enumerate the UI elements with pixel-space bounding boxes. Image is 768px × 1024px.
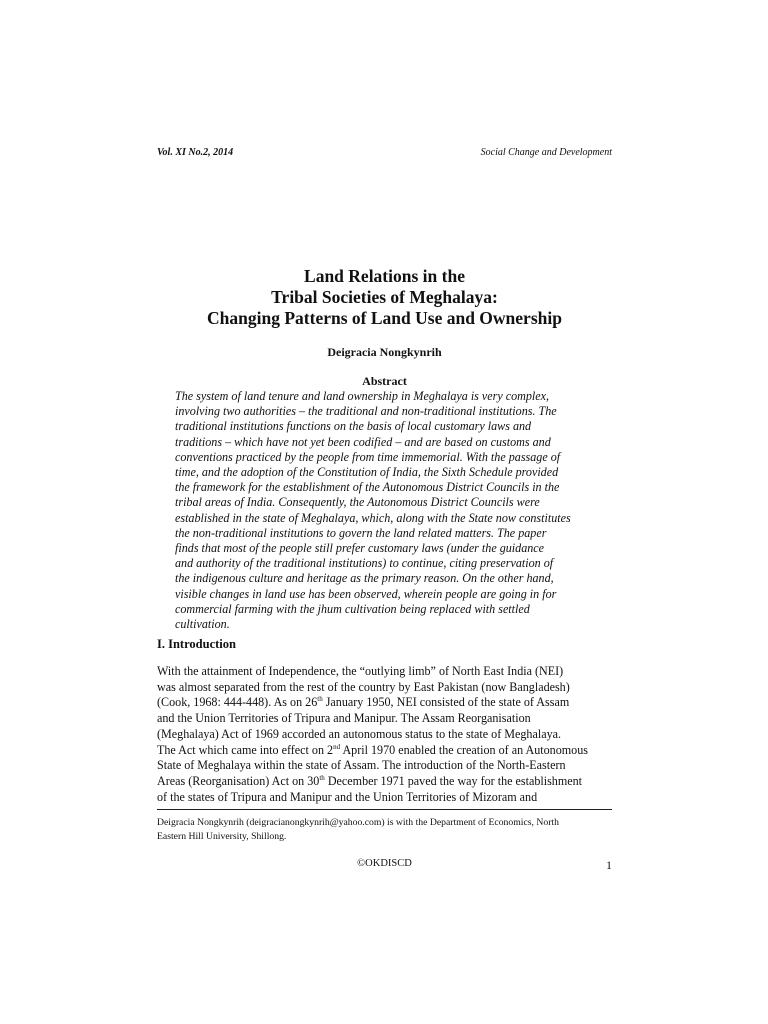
body-line: The Act which came into effect on 2nd April 1970 enabled the creation of an Autonomous xyxy=(157,742,588,757)
paper-title xyxy=(157,266,612,329)
body-line: (Meghalaya) Act of 1969 accorded an autonomous status to the state of Meghalaya. xyxy=(157,726,562,741)
title-line: Land Relations in the xyxy=(304,266,465,286)
abstract-line: involving two authorities – the traditional and non-traditional institutions. The xyxy=(175,404,557,419)
ordinal-suffix: nd xyxy=(333,742,341,751)
body-line: (Cook, 1968: 444-448). As on 26th January 1950, NEI consisted of the state of Assam xyxy=(157,695,570,710)
body-text xyxy=(157,664,612,805)
body-line: was almost separated from the rest of the country by East Pakistan (now Bangladesh) xyxy=(157,679,570,694)
body-line: With the attainment of Independence, the “outlying limb” of North East India (NEI) xyxy=(157,664,564,678)
footnote-line: Deigracia Nongkynrih (deigracianongkynrih@yahoo.com) is with the Department of Economics, North xyxy=(157,817,559,828)
body-line: State of Meghalaya within the state of Assam. The introduction of the North-Eastern xyxy=(157,758,566,773)
abstract-line: commercial farming with the jhum cultivation being replaced with settled xyxy=(175,601,530,616)
abstract-text xyxy=(175,389,595,632)
footnote-divider xyxy=(157,809,612,810)
journal-name: Social Change and Development xyxy=(480,147,612,158)
title-line: Tribal Societies of Meghalaya: xyxy=(271,287,498,307)
abstract-line: tribal areas of India. Consequently, the Autonomous District Councils were xyxy=(175,495,540,510)
abstract-line: The system of land tenure and land ownership in Meghalaya is very complex, xyxy=(175,389,550,403)
abstract-line: established in the state of Meghalaya, which, along with the State now constitutes xyxy=(175,510,571,525)
abstract-line: traditions – which have not yet been codified – and are based on customs and xyxy=(175,434,551,449)
ordinal-suffix: th xyxy=(317,695,323,704)
footnote-line: Eastern Hill University, Shillong. xyxy=(157,831,287,842)
body-line: and the Union Territories of Tripura and Manipur. The Assam Reorganisation xyxy=(157,711,531,726)
copyright-notice: ©OKDISCD xyxy=(357,858,412,869)
abstract-line: cultivation. xyxy=(175,617,230,632)
volume-info: Vol. XI No.2, 2014 xyxy=(157,147,234,158)
abstract-line: visible changes in land use has been observed, wherein people are going in for xyxy=(175,586,557,601)
ordinal-suffix: th xyxy=(319,773,325,782)
abstract-line: the framework for the establishment of the Autonomous District Councils in the xyxy=(175,480,560,495)
author-footnote xyxy=(157,816,612,844)
page-number: 1 xyxy=(606,858,612,872)
abstract-line: time, and the adoption of the Constitution of India, the Sixth Schedule provided xyxy=(175,465,559,480)
author-name: Deigracia Nongkynrih xyxy=(327,345,442,359)
abstract-line: finds that most of the people still prefer customary laws (under the guidance xyxy=(175,541,545,556)
abstract-line: traditional institutions functions on the basis of local customary laws and xyxy=(175,419,532,434)
title-line: Changing Patterns of Land Use and Ownership xyxy=(207,308,562,328)
body-line: Areas (Reorganisation) Act on 30th December 1971 paved the way for the establishment xyxy=(157,773,583,788)
abstract-line: the non-traditional institutions to govern the land related matters. The paper xyxy=(175,525,547,540)
body-line: of the states of Tripura and Manipur and the Union Territories of Mizoram and xyxy=(157,789,538,804)
abstract-heading: Abstract xyxy=(362,374,407,388)
abstract-line: conventions practiced by the people from time immemorial. With the passage of xyxy=(175,449,561,464)
abstract-line: the indigenous culture and heritage as the primary reason. On the other hand, xyxy=(175,571,554,586)
section-heading: I. Introduction xyxy=(157,637,236,651)
abstract-line: and authority of the traditional institutions) to continue, citing preservation of xyxy=(175,556,554,571)
